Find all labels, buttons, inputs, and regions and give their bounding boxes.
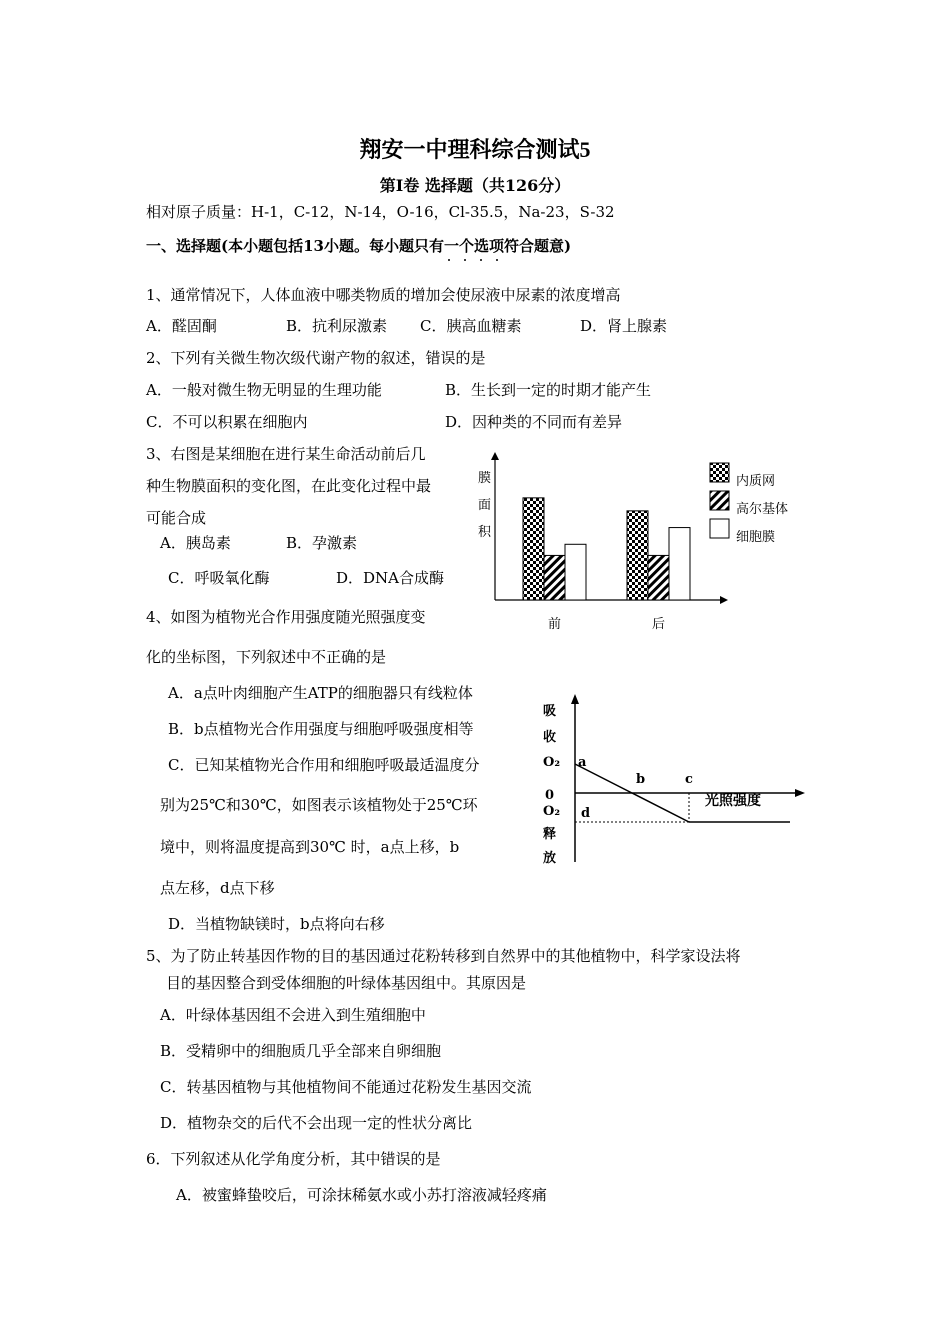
q4-option-b: B．b点植物光合作用强度与细胞呼吸强度相等 <box>168 720 474 738</box>
q4-option-c-line3: 境中，则将温度提高到30℃ 时，a点上移，b <box>160 838 460 856</box>
bar-内质网-后 <box>627 511 648 600</box>
q2-option-a: A．一般对微生物无明显的生理功能 <box>146 381 382 399</box>
line-ylabel-top: 吸 <box>543 704 557 719</box>
legend-label: 内质网 <box>736 474 776 489</box>
q4-option-a: A．a点叶肉细胞产生ATP的细胞器只有线粒体 <box>168 684 473 702</box>
point-label-b: b <box>636 772 646 787</box>
q3-line2: 种生物膜面积的变化图，在此变化过程中最 <box>146 477 432 495</box>
line-ylabel-top: O₂ <box>543 755 561 770</box>
bar-category-label: 后 <box>651 617 666 632</box>
section-heading: 一、选择题(本小题包括13小题。每小题只有一个选项符合题意) <box>146 237 572 255</box>
point-label-c: c <box>685 772 693 787</box>
bar-category-label: 前 <box>547 617 562 632</box>
bar-ylabel-char: 面 <box>478 498 492 513</box>
q1-option-c: C．胰高血糖素 <box>420 317 522 335</box>
emphasis-dot <box>448 259 450 261</box>
q2-stem: 2、下列有关微生物次级代谢产物的叙述，错误的是 <box>146 349 486 367</box>
y-axis-arrow-icon <box>571 694 579 704</box>
emphasis-dot <box>496 259 498 261</box>
q3-option-c: C．呼吸氧化酶 <box>168 569 270 587</box>
legend-label: 细胞膜 <box>736 530 776 545</box>
bar-内质网-前 <box>523 498 544 600</box>
q2-option-b: B．生长到一定的时期才能产生 <box>445 381 652 399</box>
line-ylabel-bottom: O₂ <box>543 804 561 819</box>
q4-line2: 化的坐标图，下列叙述中不正确的是 <box>146 648 387 666</box>
emphasis-dot <box>480 259 482 261</box>
line-ylabel-bottom: 释 <box>543 827 557 842</box>
point-label-a: a <box>578 755 587 770</box>
q4-option-d: D．当植物缺镁时，b点将向右移 <box>168 915 385 933</box>
bar-细胞膜-前 <box>565 544 586 600</box>
q2-option-c: C．不可以积累在细胞内 <box>146 413 308 431</box>
page-title: 翔安一中理科综合测试5 <box>359 137 591 162</box>
q2-option-d: D．因种类的不同而有差异 <box>445 413 623 431</box>
membrane-area-bar-chart <box>470 450 800 640</box>
section-subtitle: 第I卷 选择题（共126分） <box>379 176 571 195</box>
q3-option-d: D．DNA合成酶 <box>336 569 445 587</box>
q5-option-d: D．植物杂交的后代不会出现一定的性状分离比 <box>160 1114 473 1132</box>
atomic-masses: 相对原子质量：H-1，C-12，N-14，O-16，Cl-35.5，Na-23，S-32 <box>146 203 615 221</box>
legend-swatch <box>710 491 729 510</box>
q6-option-a: A．被蜜蜂蛰咬后，可涂抹稀氨水或小苏打溶液减轻疼痛 <box>176 1186 547 1204</box>
bar-ylabel-char: 积 <box>478 525 492 540</box>
q3-option-b: B．孕激素 <box>286 534 358 552</box>
q3-line3: 可能合成 <box>146 509 207 527</box>
q5-option-c: C．转基因植物与其他植物间不能通过花粉发生基因交流 <box>160 1078 532 1096</box>
bar-细胞膜-后 <box>669 528 690 600</box>
q4-option-c-line1: C．已知某植物光合作用和细胞呼吸最适温度分 <box>168 756 480 774</box>
q1-stem: 1、通常情况下，人体血液中哪类物质的增加会使尿液中尿素的浓度增高 <box>146 286 621 304</box>
q1-option-b: B．抗利尿激素 <box>286 317 388 335</box>
y-axis-arrow-icon <box>491 452 499 460</box>
photosynthesis-light-chart <box>535 690 810 870</box>
legend-swatch <box>710 463 729 482</box>
q3-option-a: A．胰岛素 <box>160 534 231 552</box>
q4-option-c-line4: 点左移，d点下移 <box>160 879 275 897</box>
x-axis-arrow-icon <box>720 596 728 604</box>
q6-stem: 6．下列叙述从化学角度分析，其中错误的是 <box>146 1150 441 1168</box>
point-label-d: d <box>581 806 591 821</box>
q5-line1: 5、为了防止转基因作物的目的基因通过花粉转移到自然界中的其他植物中，科学家设法将 <box>146 947 741 965</box>
line-ylabel-top: 收 <box>543 730 557 745</box>
q5-option-b: B．受精卵中的细胞质几乎全部来自卵细胞 <box>160 1042 442 1060</box>
bar-高尔基体-前 <box>544 555 565 600</box>
line-ylabel-bottom: 放 <box>543 851 557 866</box>
legend-swatch <box>710 519 729 538</box>
x-axis-arrow-icon <box>795 789 805 797</box>
bar-高尔基体-后 <box>648 555 669 600</box>
q4-option-c-line2: 别为25℃和30℃，如图表示该植物处于25℃环 <box>160 796 478 814</box>
q1-option-d: D．肾上腺素 <box>580 317 668 335</box>
line-xlabel: 光照强度 <box>705 793 761 809</box>
legend-label: 高尔基体 <box>736 502 789 517</box>
origin-label: 0 <box>545 788 555 803</box>
q1-option-a: A．醛固酮 <box>146 317 217 335</box>
q3-line1: 3、右图是某细胞在进行某生命活动前后几 <box>146 445 426 463</box>
q4-line1: 4、如图为植物光合作用强度随光照强度变 <box>146 608 426 626</box>
emphasis-dot <box>464 259 466 261</box>
bar-ylabel-char: 膜 <box>478 471 492 486</box>
q5-option-a: A．叶绿体基因组不会进入到生殖细胞中 <box>160 1006 426 1024</box>
q5-line2: 目的基因整合到受体细胞的叶绿体基因组中。其原因是 <box>166 974 527 992</box>
